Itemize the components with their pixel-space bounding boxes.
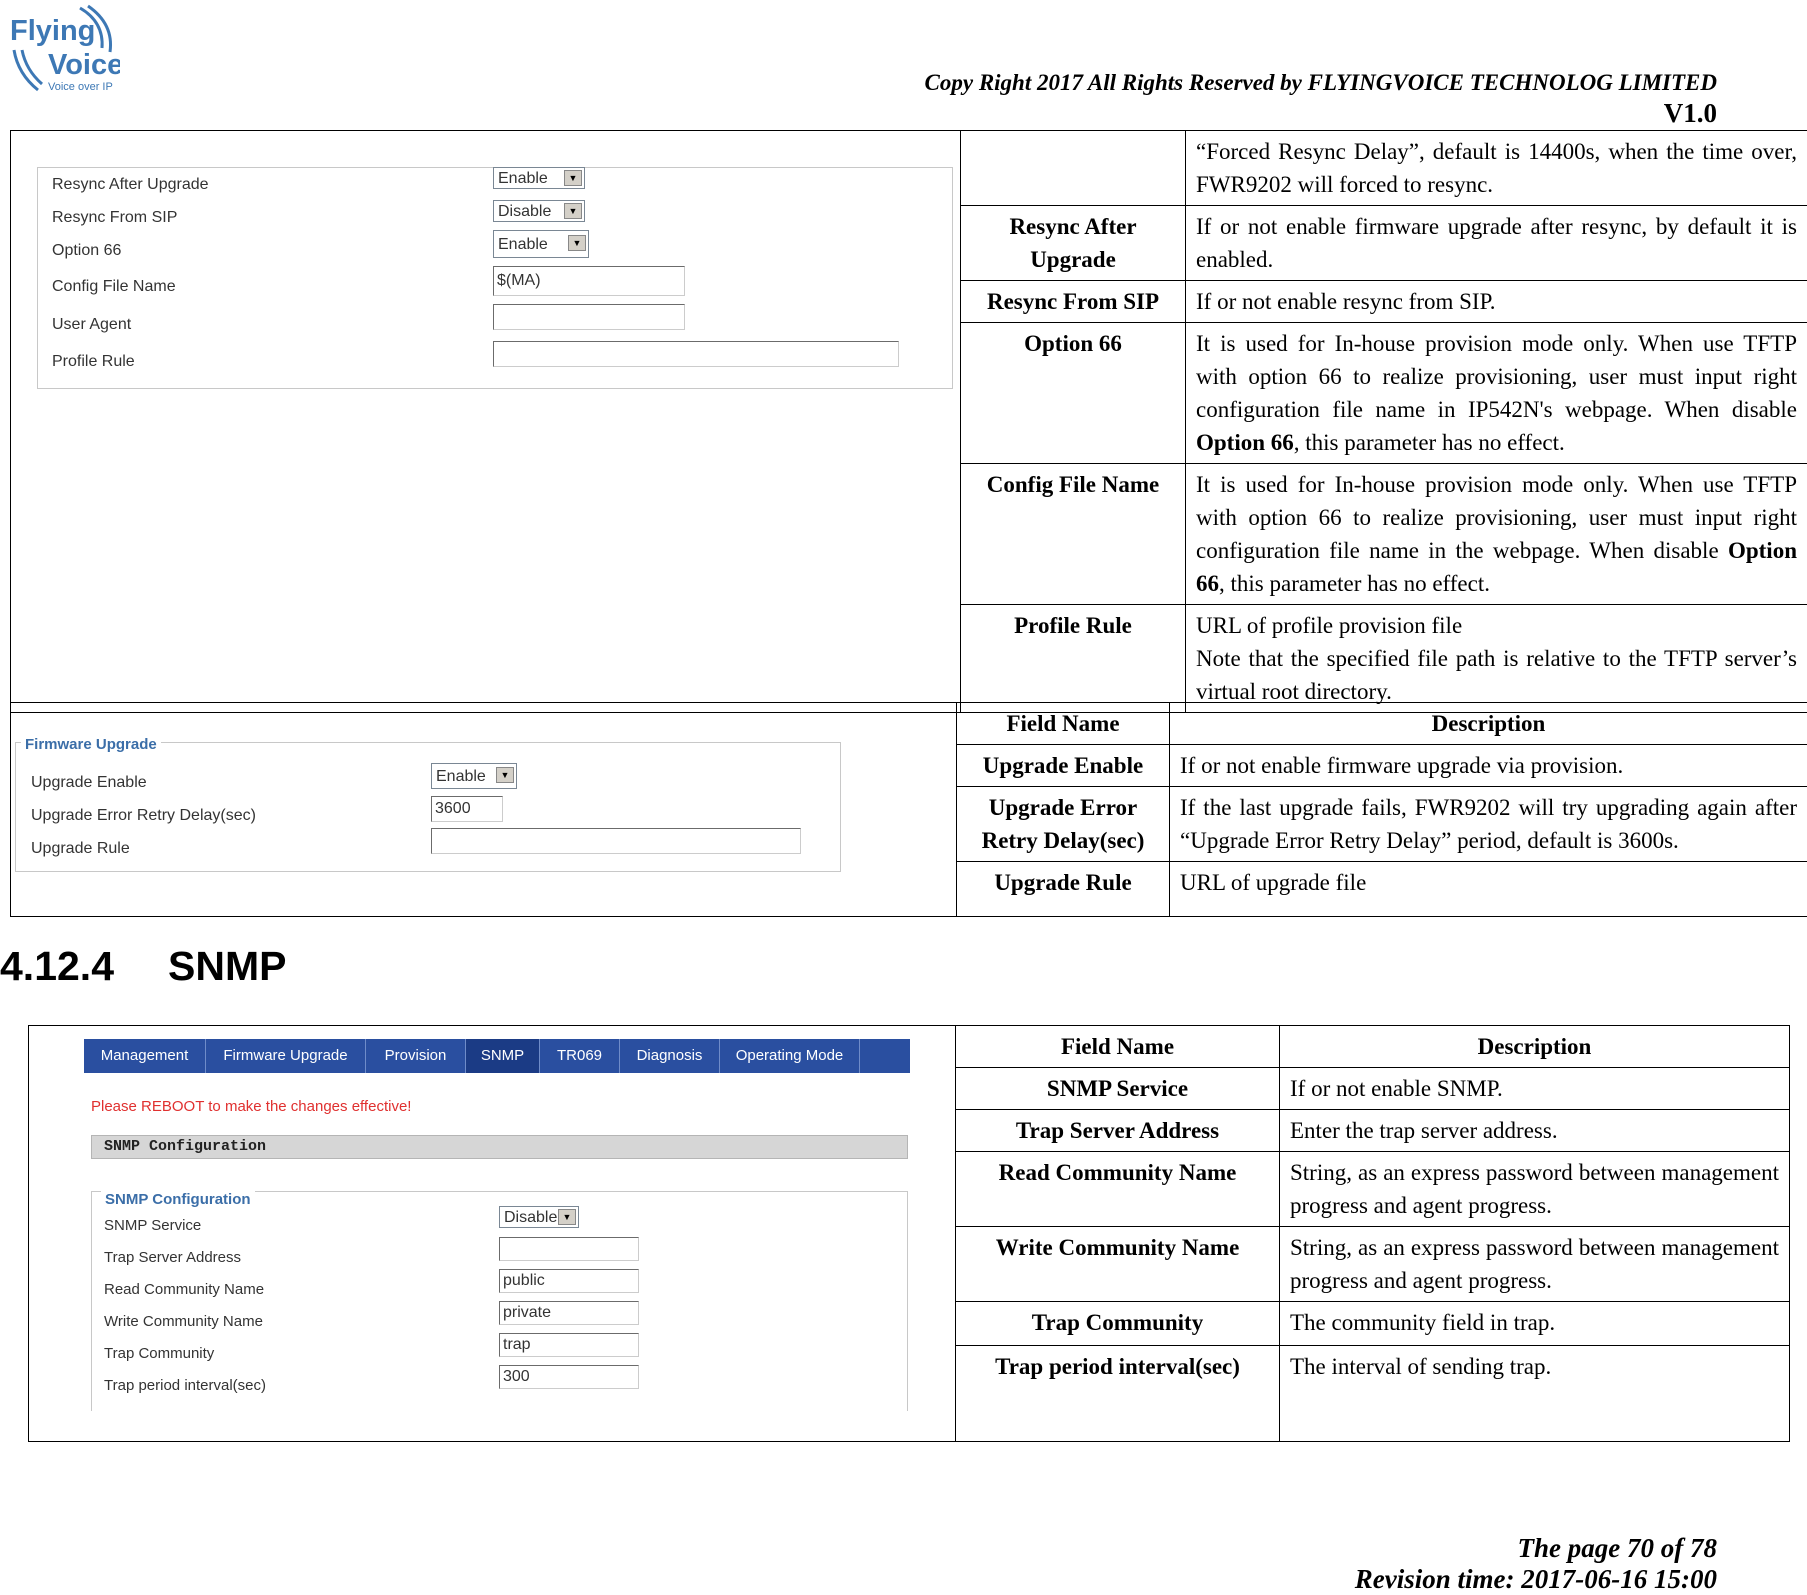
firmware-screenshot-cell <box>11 703 957 917</box>
description-header: Description <box>1170 703 1807 745</box>
desc-resync-after-upgrade: If or not enable firmware upgrade after resync, by default it is enabled. <box>1186 206 1807 281</box>
field-upgrade-rule: Upgrade Rule <box>957 862 1170 917</box>
resync-after-upgrade-select[interactable]: Enable ▼ <box>493 167 585 189</box>
resync-from-sip-select[interactable]: Disable ▼ <box>493 200 585 222</box>
snmp-service-label: SNMP Service <box>104 1209 201 1242</box>
trap-server-address-input[interactable] <box>499 1237 639 1261</box>
field-resync-after-upgrade: Resync After Upgrade <box>961 206 1186 281</box>
snmp-table <box>28 1025 1790 1442</box>
resync-after-upgrade-label: Resync After Upgrade <box>52 168 209 201</box>
firmware-legend: Firmware Upgrade <box>21 728 161 761</box>
desc-upgrade-enable: If or not enable firmware upgrade via provision. <box>1170 745 1807 787</box>
forced-resync-delay-desc: “Forced Resync Delay”, default is 14400s, when the time over, FWR9202 will forced to resync. <box>1186 131 1807 206</box>
provision-screenshot <box>11 131 961 667</box>
field-name-header: Field Name <box>957 703 1170 745</box>
reboot-warning: Please REBOOT to make the changes effective! <box>91 1090 411 1123</box>
tab-operating-mode[interactable]: Operating Mode <box>720 1039 860 1073</box>
section-title: SNMP <box>168 943 286 989</box>
snmp-screenshot-cell <box>29 1026 956 1442</box>
page-number: The page 70 of 78 <box>1518 1533 1717 1564</box>
upgrade-rule-input[interactable] <box>431 828 801 854</box>
provision-table <box>10 130 1807 713</box>
field-upgrade-enable: Upgrade Enable <box>957 745 1170 787</box>
chevron-down-icon: ▼ <box>564 170 582 186</box>
desc-trap-period-interval: The interval of sending trap. <box>1280 1346 1790 1442</box>
desc-config-file-name: It is used for In-house provision mode only. When use TFTP with option 66 to realize provisioning, user must input right configuration file name in the webpage. When disable Option 66, this parameter has no effect. <box>1186 464 1807 605</box>
read-community-name-label: Read Community Name <box>104 1273 264 1306</box>
field-config-file-name: Config File Name <box>961 464 1186 605</box>
snmp-config-bar: SNMP Configuration <box>91 1135 908 1159</box>
field-name-header: Field Name <box>956 1026 1280 1068</box>
chevron-down-icon: ▼ <box>558 1209 576 1225</box>
chevron-down-icon: ▼ <box>568 235 586 251</box>
profile-rule-label: Profile Rule <box>52 345 135 378</box>
option-66-label: Option 66 <box>52 234 121 267</box>
field-name-cell <box>961 131 1186 206</box>
desc-write-community-name: String, as an express password between management progress and agent progress. <box>1280 1227 1790 1302</box>
chevron-down-icon: ▼ <box>564 203 582 219</box>
chevron-down-icon: ▼ <box>496 767 514 783</box>
trap-server-address-label: Trap Server Address <box>104 1241 241 1274</box>
revision-time: Revision time: 2017-06-16 15:00 <box>1355 1564 1717 1595</box>
trap-community-label: Trap Community <box>104 1337 214 1370</box>
user-agent-label: User Agent <box>52 308 131 341</box>
field-profile-rule: Profile Rule <box>961 605 1186 713</box>
desc-upgrade-retry-delay: If the last upgrade fails, FWR9202 will try upgrading again after “Upgrade Error Retry Delay” period, default is 3600s. <box>1170 787 1807 862</box>
trap-period-interval-input[interactable]: 300 <box>499 1365 639 1389</box>
user-agent-input[interactable] <box>493 304 685 330</box>
upgrade-rule-label: Upgrade Rule <box>31 832 130 865</box>
field-option-66: Option 66 <box>961 323 1186 464</box>
trap-community-input[interactable]: trap <box>499 1333 639 1357</box>
desc-trap-server-address: Enter the trap server address. <box>1280 1110 1790 1152</box>
field-upgrade-retry-delay: Upgrade Error Retry Delay(sec) <box>957 787 1170 862</box>
upgrade-enable-select[interactable]: Enable ▼ <box>431 763 517 789</box>
description-header: Description <box>1280 1026 1790 1068</box>
logo-text-line1: Flying <box>10 15 95 47</box>
field-read-community-name: Read Community Name <box>956 1152 1280 1227</box>
field-trap-period-interval: Trap period interval(sec) <box>956 1346 1280 1442</box>
copyright-text: Copy Right 2017 All Rights Reserved by FLYINGVOICE TECHNOLOG LIMITED <box>925 70 1717 96</box>
trap-period-interval-label: Trap period interval(sec) <box>104 1369 266 1402</box>
desc-resync-from-sip: If or not enable resync from SIP. <box>1186 281 1807 323</box>
desc-snmp-service: If or not enable SNMP. <box>1280 1068 1790 1110</box>
flyingvoice-logo <box>8 4 120 96</box>
upgrade-retry-delay-label: Upgrade Error Retry Delay(sec) <box>31 799 256 832</box>
tab-provision[interactable]: Provision <box>366 1039 466 1073</box>
tab-snmp[interactable]: SNMP <box>466 1039 540 1073</box>
section-heading <box>0 943 286 990</box>
read-community-name-input[interactable]: public <box>499 1269 639 1293</box>
write-community-name-input[interactable]: private <box>499 1301 639 1325</box>
section-number: 4.12.4 <box>0 943 168 990</box>
tab-management[interactable]: Management <box>84 1039 206 1073</box>
field-write-community-name: Write Community Name <box>956 1227 1280 1302</box>
config-file-name-label: Config File Name <box>52 270 176 303</box>
snmp-service-select[interactable]: Disable ▼ <box>499 1206 579 1228</box>
tab-tr069[interactable]: TR069 <box>540 1039 620 1073</box>
field-trap-server-address: Trap Server Address <box>956 1110 1280 1152</box>
profile-rule-input[interactable] <box>493 341 899 367</box>
desc-read-community-name: String, as an express password between management progress and agent progress. <box>1280 1152 1790 1227</box>
resync-from-sip-label: Resync From SIP <box>52 201 177 234</box>
config-file-name-input[interactable]: $(MA) <box>493 266 685 296</box>
field-snmp-service: SNMP Service <box>956 1068 1280 1110</box>
firmware-upgrade-table <box>10 702 1807 917</box>
snmp-legend: SNMP Configuration <box>101 1183 255 1216</box>
snmp-screenshot <box>29 1026 956 1416</box>
field-trap-community: Trap Community <box>956 1302 1280 1346</box>
firmware-screenshot <box>11 703 957 906</box>
write-community-name-label: Write Community Name <box>104 1305 263 1338</box>
tab-firmware-upgrade[interactable]: Firmware Upgrade <box>206 1039 366 1073</box>
upgrade-enable-label: Upgrade Enable <box>31 766 147 799</box>
tab-diagnosis[interactable]: Diagnosis <box>620 1039 720 1073</box>
upgrade-retry-delay-input[interactable]: 3600 <box>431 796 503 822</box>
desc-upgrade-rule: URL of upgrade file <box>1170 862 1807 917</box>
logo-text-line2: Voice <box>48 49 120 81</box>
version-label: V1.0 <box>1664 98 1717 129</box>
snmp-tab-bar <box>84 1039 910 1073</box>
logo-tagline: Voice over IP <box>48 81 113 93</box>
desc-trap-community: The community field in trap. <box>1280 1302 1790 1346</box>
desc-option-66: It is used for In-house provision mode only. When use TFTP with option 66 to realize provisioning, user must input right configuration file name in IP542N's webpage. When disable Option 66, this parameter has no effect. <box>1186 323 1807 464</box>
field-resync-from-sip: Resync From SIP <box>961 281 1186 323</box>
option-66-select[interactable]: Enable ▼ <box>493 230 589 258</box>
desc-profile-rule: URL of profile provision file Note that the specified file path is relative to the TFTP server’s virtual root directory. <box>1186 605 1807 713</box>
provision-screenshot-cell <box>11 131 961 713</box>
